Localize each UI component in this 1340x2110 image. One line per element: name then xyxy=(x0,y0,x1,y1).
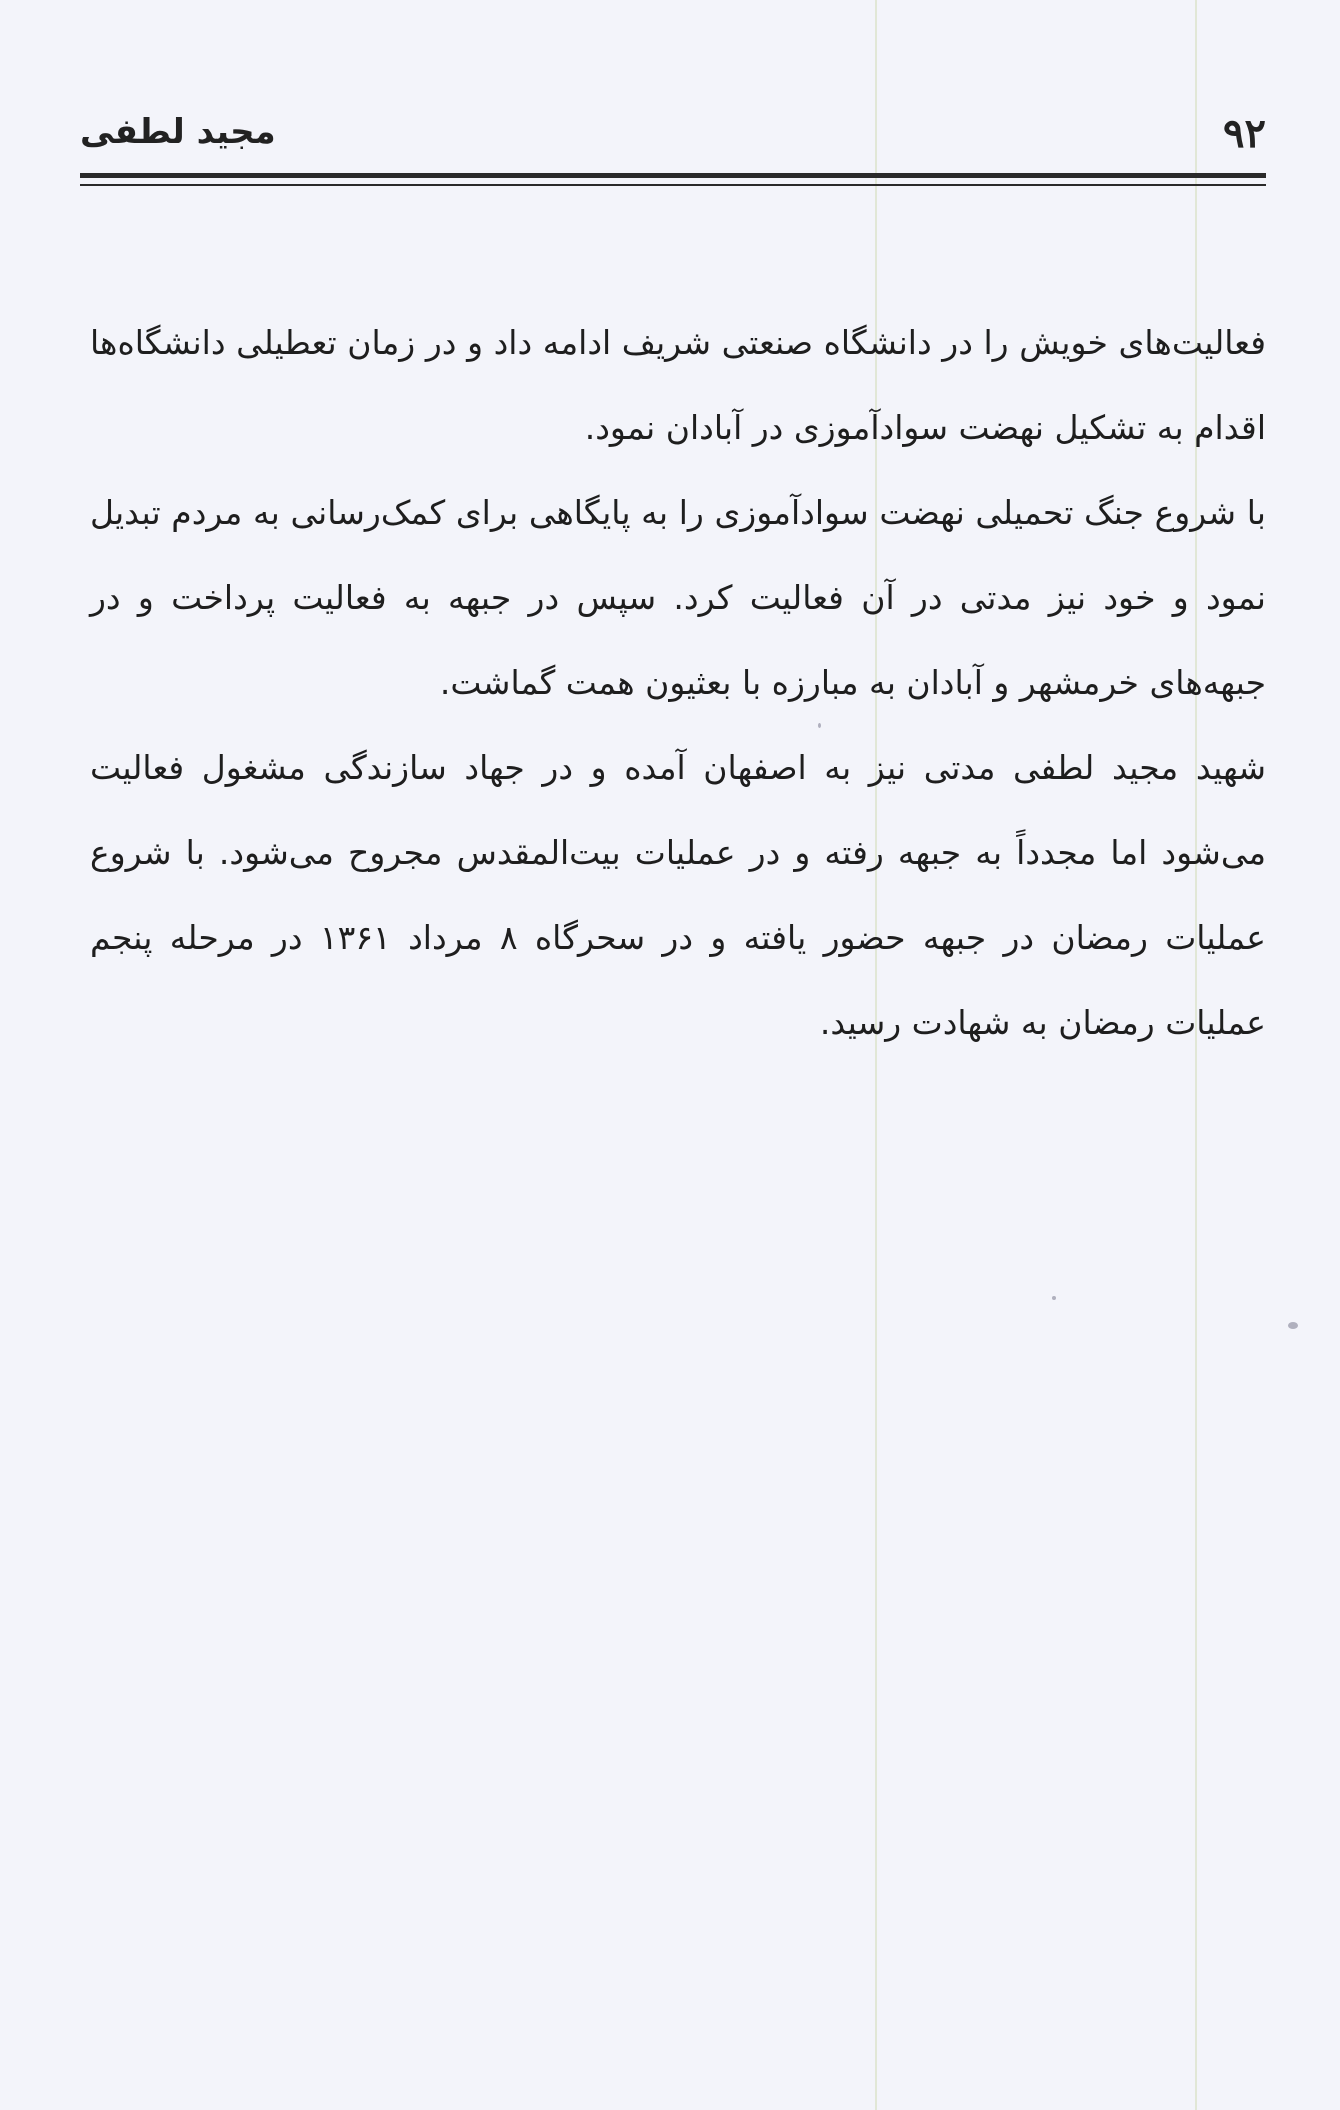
paragraph: فعالیت‌های خویش را در دانشگاه صنعتی شریف ادامه داد و در زمان تعطیلی دانشگاه‌ها اقدام به تشکیل نهضت سوادآموزی در آبادان نمود. xyxy=(90,323,1266,447)
header-rule-thick xyxy=(80,173,1266,178)
scan-speck xyxy=(1288,1322,1298,1329)
header-rule-thin xyxy=(80,184,1266,186)
page-header xyxy=(80,110,1266,162)
scan-speck xyxy=(818,723,821,728)
scan-speck xyxy=(1052,1296,1056,1300)
paragraph: با شروع جنگ تحمیلی نهضت سوادآموزی را به پایگاهی برای کمک‌رسانی به مردم تبدیل نمود و خود نیز مدتی در آن فعالیت کرد. سپس در جبهه به فعالیت پرداخت و در جبهه‌های خرمشهر و آبادان به مبارزه با بعثیون همت گماشت. xyxy=(90,493,1266,702)
paragraph: شهید مجید لطفی مدتی نیز به اصفهان آمده و در جهاد سازندگی مشغول فعالیت می‌شود اما مجدداً به جبهه رفته و در عملیات بیت‌المقدس مجروح می‌شود. با شروع عملیات رمضان در جبهه حضور یافته و در سحرگاه ۸ مرداد ۱۳۶۱ در مرحله پنجم عملیات رمضان به شهادت رسید. xyxy=(90,748,1266,1042)
body-text xyxy=(90,300,1266,1065)
page-number: ۹۲ xyxy=(1223,110,1266,157)
running-title: مجید لطفی xyxy=(80,112,276,152)
